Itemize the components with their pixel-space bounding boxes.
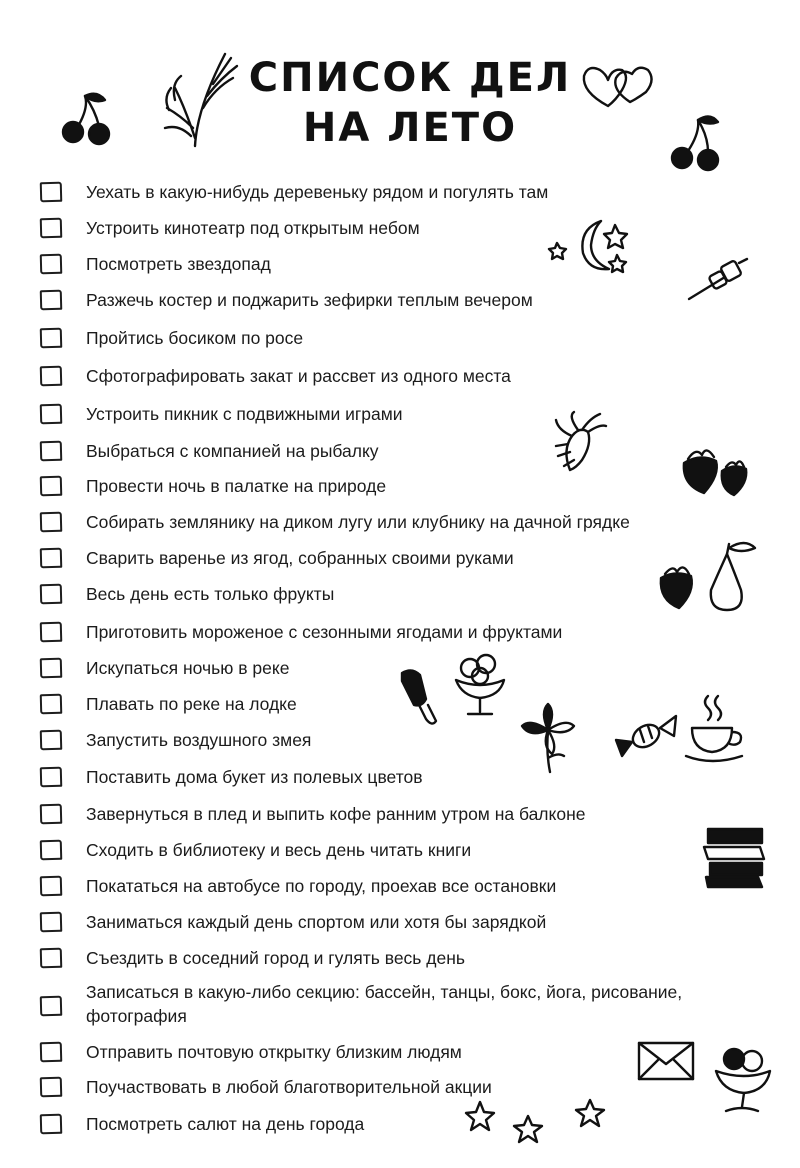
checkbox[interactable] xyxy=(40,996,63,1017)
checkbox[interactable] xyxy=(40,622,63,643)
checkbox[interactable] xyxy=(40,730,63,751)
checklist-item-label: Приготовить мороженое с сезонными ягодами и фруктами xyxy=(86,622,563,642)
checkbox[interactable] xyxy=(40,1042,63,1063)
checkbox[interactable] xyxy=(40,441,63,462)
checklist-item-label: Плавать по реке на лодке xyxy=(86,694,297,714)
checklist-item-label: Посмотреть звездопад xyxy=(86,254,271,274)
checklist-item-label: Покататься на автобусе по городу, проехав все остановки xyxy=(86,876,557,896)
checkbox[interactable] xyxy=(40,804,63,825)
checkbox[interactable] xyxy=(40,876,63,897)
page-title-line-1: СПИСОК ДЕЛ xyxy=(248,55,572,101)
checklist-item-label: Уехать в какую-нибудь деревеньку рядом и погулять там xyxy=(86,182,549,202)
checklist-item-label: Выбраться с компанией на рыбалку xyxy=(86,441,379,461)
checkbox[interactable] xyxy=(40,218,63,239)
checklist-item-label: Поучаствовать в любой благотворительной акции xyxy=(86,1077,492,1097)
checklist-item-label: Разжечь костер и поджарить зефирки теплым вечером xyxy=(86,290,533,310)
checkbox[interactable] xyxy=(40,767,63,788)
checklist-item-label: Завернуться в плед и выпить кофе ранним утром на балконе xyxy=(86,804,586,824)
checklist-item-label: Искупаться ночью в реке xyxy=(86,658,290,678)
checklist-item-label: Заниматься каждый день спортом или хотя бы зарядкой xyxy=(86,912,547,932)
checklist-item-label: Запустить воздушного змея xyxy=(86,730,312,750)
checkbox[interactable] xyxy=(40,404,63,425)
checklist-item-label: Устроить пикник с подвижными играми xyxy=(86,404,403,424)
checklist-item-label: Посмотреть салют на день города xyxy=(86,1114,365,1134)
checkbox[interactable] xyxy=(40,658,63,679)
checkbox[interactable] xyxy=(40,328,63,349)
checklist-item-label: Сварить варенье из ягод, собранных своими руками xyxy=(86,548,514,568)
checklist-item-label: Съездить в соседний город и гулять весь день xyxy=(86,948,466,968)
checkbox[interactable] xyxy=(40,290,63,311)
checklist-item-label: Сходить в библиотеку и весь день читать книги xyxy=(86,840,472,860)
checklist-item-label: Весь день есть только фрукты xyxy=(86,584,335,604)
checkbox[interactable] xyxy=(40,584,63,605)
checkbox[interactable] xyxy=(40,366,63,387)
checkbox[interactable] xyxy=(40,476,63,497)
page-title-line-2: НА ЛЕТО xyxy=(302,105,518,151)
checklist-item-label: Провести ночь в палатке на природе xyxy=(86,476,387,496)
checklist-item-label: Записаться в какую-либо секцию: бассейн, танцы, бокс, йога, рисование, фотография xyxy=(86,982,683,1026)
checkbox[interactable] xyxy=(40,1114,63,1135)
checklist-item-label: Устроить кинотеатр под открытым небом xyxy=(86,218,420,238)
checkbox[interactable] xyxy=(40,912,63,933)
checkbox[interactable] xyxy=(40,254,63,275)
checklist-item-label: Отправить почтовую открытку близким людям xyxy=(86,1042,462,1062)
checkbox[interactable] xyxy=(40,548,63,569)
checklist-item-label: Поставить дома букет из полевых цветов xyxy=(86,767,423,787)
checklist-item-label: Сфотографировать закат и рассвет из одного места xyxy=(86,366,511,386)
checklist-item-label: Пройтись босиком по росе xyxy=(86,328,304,348)
checklist-item-label: Собирать землянику на диком лугу или клубнику на дачной грядке xyxy=(86,512,630,532)
checkbox[interactable] xyxy=(40,1077,63,1098)
checkbox[interactable] xyxy=(40,840,63,861)
checkbox[interactable] xyxy=(40,694,63,715)
checkbox[interactable] xyxy=(40,512,63,533)
checkbox[interactable] xyxy=(40,182,63,203)
checkbox[interactable] xyxy=(40,948,63,969)
